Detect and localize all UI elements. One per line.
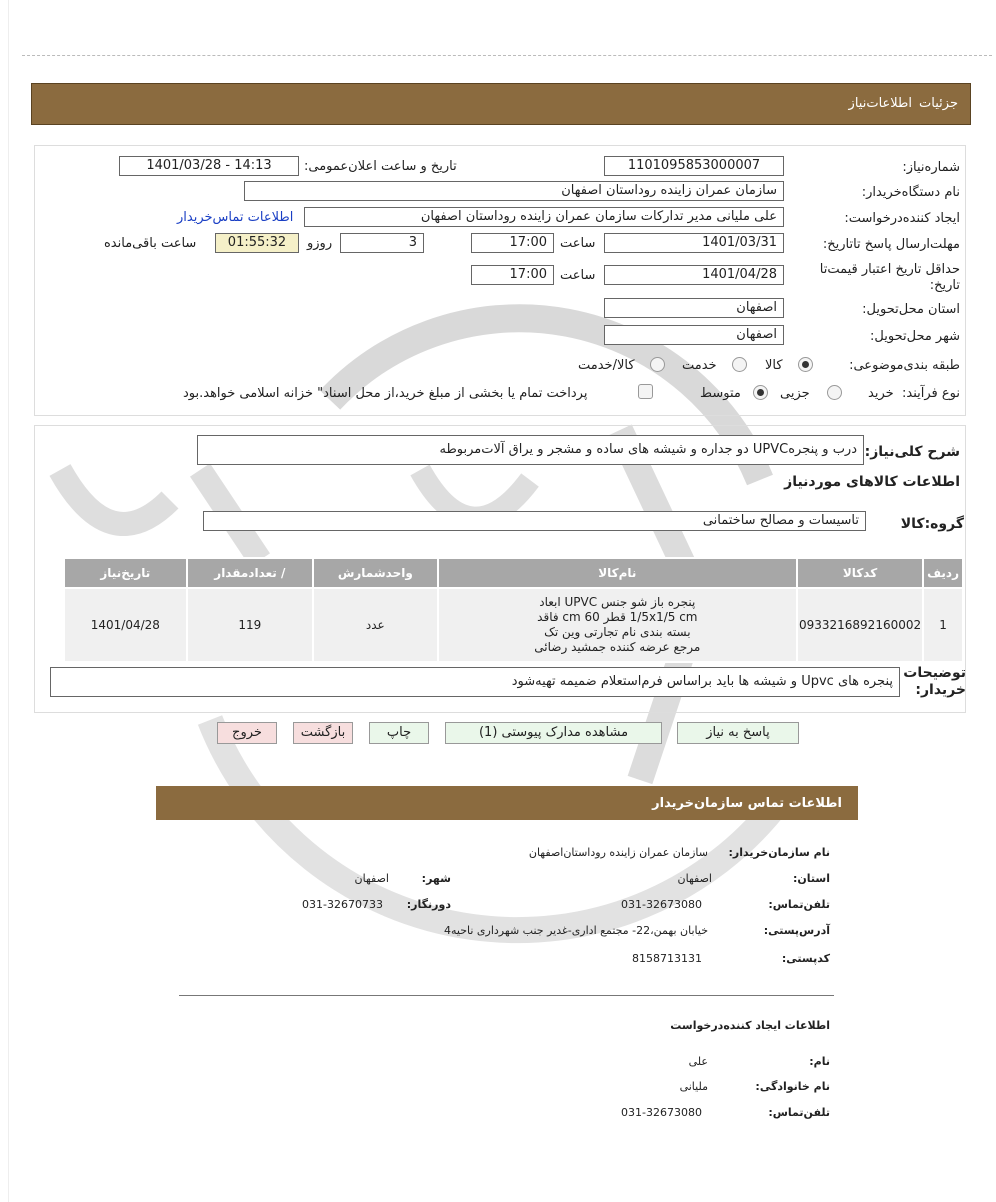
goods-section-title: اطلاعات کالاهای موردنیاز	[784, 474, 960, 490]
province-label: استان محل‌تحویل:	[862, 302, 960, 317]
deadline-hour-label: ساعت	[560, 236, 596, 251]
category-both-radio[interactable]	[650, 357, 665, 372]
remaining-time-field: 01:55:32	[215, 233, 299, 253]
header-bar	[31, 83, 971, 125]
creator-phone-label: تلفن‌تماس:	[768, 1106, 830, 1119]
print-button[interactable]: چاپ	[369, 722, 429, 744]
buyer-notes-label: توضیحات خریدار:	[903, 665, 966, 698]
province-field: اصفهان	[604, 298, 784, 318]
group-label: گروه:کالا	[900, 516, 964, 532]
address-label: آدرس‌پستی:	[763, 924, 830, 937]
col-code-header: کدکالا	[797, 558, 923, 588]
days-label: روزو	[307, 236, 333, 251]
summary-field: درب و پنجرهUPVC دو جداره و شیشه های ساده و مشجر و یراق آلات‌مربوطه	[197, 435, 864, 465]
deadline-date-field: 1401/03/31	[604, 233, 784, 253]
contact-city-value: اصفهان	[354, 872, 389, 885]
contact-city-label: شهر:	[421, 872, 451, 885]
buyer-contact-link[interactable]: اطلاعات تماس‌خریدار	[177, 210, 294, 225]
phone-value: 031-32673080	[621, 898, 702, 911]
cell-date: 1401/04/28	[64, 588, 187, 662]
creator-label: ایجاد کننده‌درخواست:	[844, 211, 960, 226]
top-divider	[22, 55, 992, 56]
remaining-label: ساعت باقی‌مانده	[104, 236, 197, 251]
buyer-notes-field: پنجره های Upvc و شیشه ها باید براساس فرم‌استعلام ضمیمه تهیه‌شود	[50, 667, 900, 697]
group-field: تاسیسات و مصالح ساختمانی	[203, 511, 866, 531]
postal-label: کد‌پستی:	[781, 952, 830, 965]
process-partial-label: جزیی	[780, 386, 810, 401]
cell-index: 1	[923, 588, 963, 662]
contact-divider	[179, 995, 834, 996]
treasury-payment-checkbox[interactable]	[638, 384, 653, 399]
city-field: اصفهان	[604, 325, 784, 345]
last-name-value: ملیانی	[679, 1080, 708, 1093]
deadline-label: مهلت‌ارسال پاسخ تا‌تاریخ:	[822, 237, 960, 252]
category-goods-radio[interactable]	[798, 357, 813, 372]
back-button[interactable]: بازگشت	[293, 722, 353, 744]
goods-table	[63, 557, 964, 663]
validity-date-field: 1401/04/28	[604, 265, 784, 285]
process-buy-label: خرید	[868, 386, 894, 401]
fax-label: دورنگار:	[406, 898, 451, 911]
process-label: نوع فرآیند:	[902, 386, 960, 401]
need-number-field: 1101095853000007	[604, 156, 784, 176]
col-unit-header: واحدشمارش	[313, 558, 438, 588]
table-row	[64, 588, 963, 662]
validity-label: حداقل تاریخ اعتبار قیمت‌تا تاریخ:	[819, 262, 960, 293]
treasury-payment-label: پرداخت تمام یا بخشی از مبلغ خرید،از محل اسناد" خزانه اسلامی خواهد.بود	[183, 386, 588, 401]
postal-value: 8158713131	[632, 952, 702, 965]
cell-name-line: بسته بندی نام تجارتی وین تک	[544, 625, 691, 639]
last-name-label: نام خانوادگی:	[755, 1080, 830, 1093]
exit-button[interactable]: خروج	[217, 722, 277, 744]
process-medium-label: متوسط	[700, 386, 741, 401]
need-number-label: شماره‌نیاز:	[902, 160, 960, 175]
cell-code: 0933216892160002	[797, 588, 923, 662]
contact-province-value: اصفهان	[677, 872, 712, 885]
announce-label: تاریخ و ساعت اعلان‌عمومی:	[304, 159, 457, 174]
process-medium-radio[interactable]	[753, 385, 768, 400]
category-service-label: خدمت	[682, 358, 717, 373]
col-date-header: تاریخ‌نیاز	[64, 558, 187, 588]
creator-phone-value: 031-32673080	[621, 1106, 702, 1119]
creator-field: علی ملیانی مدیر تدارکات سازمان عمران زاینده روداستان اصفهان	[304, 207, 784, 227]
validity-hour-label: ساعت	[560, 268, 596, 283]
page-border	[8, 0, 9, 1202]
org-value: سازمان عمران زاینده روداستان‌اصفهان	[528, 846, 708, 859]
category-both-label: کالا/خدمت	[578, 358, 635, 373]
contact-header	[156, 786, 858, 820]
creator-info-title: اطلاعات ایجاد کننده‌درخواست	[670, 1019, 830, 1032]
summary-label: شرح کلی‌نیاز:	[864, 444, 960, 460]
view-documents-button[interactable]: مشاهده مدارک پیوستی (1)	[445, 722, 662, 744]
buyer-field: سازمان عمران زاینده روداستان اصفهان	[244, 181, 784, 201]
category-label: طبقه بندی‌موضوعی:	[849, 358, 960, 373]
cell-unit: عدد	[313, 588, 438, 662]
announce-field: 1401/03/28 - 14:13	[119, 156, 299, 176]
first-name-label: نام:	[809, 1055, 830, 1068]
cell-name-line: مرجع عرضه کننده جمشید رضائی	[534, 640, 701, 654]
cell-name-line: پنجره باز شو جنس UPVC ابعاد	[539, 595, 696, 609]
city-label: شهر محل‌تحویل:	[870, 329, 960, 344]
cell-qty: 119	[187, 588, 313, 662]
col-name-header: نام‌کالا	[438, 558, 797, 588]
validity-time-field: 17:00	[471, 265, 554, 285]
org-label: نام سازمان‌خریدار:	[728, 846, 830, 859]
buyer-label: نام دستگاه‌خریدار:	[861, 185, 960, 200]
contact-title: اطلاعات تماس سازمان‌خریدار	[652, 796, 842, 811]
phone-label: تلفن‌تماس:	[768, 898, 830, 911]
days-field: 3	[340, 233, 424, 253]
fax-value: 031-32670733	[302, 898, 383, 911]
first-name-value: علی	[688, 1055, 708, 1068]
cell-name-line: 1/5x1/5 cm قطر 60 cm فاقد	[537, 610, 698, 624]
col-qty-header: / تعدادمقدار	[187, 558, 313, 588]
tab-details[interactable]: جزئیات	[919, 96, 958, 111]
address-value: خیابان بهمن،22- مجتمع اداری-غدیر جنب شهرداری ناحیه4	[444, 924, 708, 937]
tab-need-info[interactable]: اطلاعات‌نیاز	[848, 96, 912, 111]
col-index-header: ردیف	[923, 558, 963, 588]
process-partial-radio[interactable]	[827, 385, 842, 400]
category-service-radio[interactable]	[732, 357, 747, 372]
cell-name	[438, 588, 797, 662]
category-goods-label: کالا	[765, 358, 783, 373]
reply-button[interactable]: پاسخ به نیاز	[677, 722, 799, 744]
deadline-time-field: 17:00	[471, 233, 554, 253]
contact-province-label: استان:	[793, 872, 830, 885]
